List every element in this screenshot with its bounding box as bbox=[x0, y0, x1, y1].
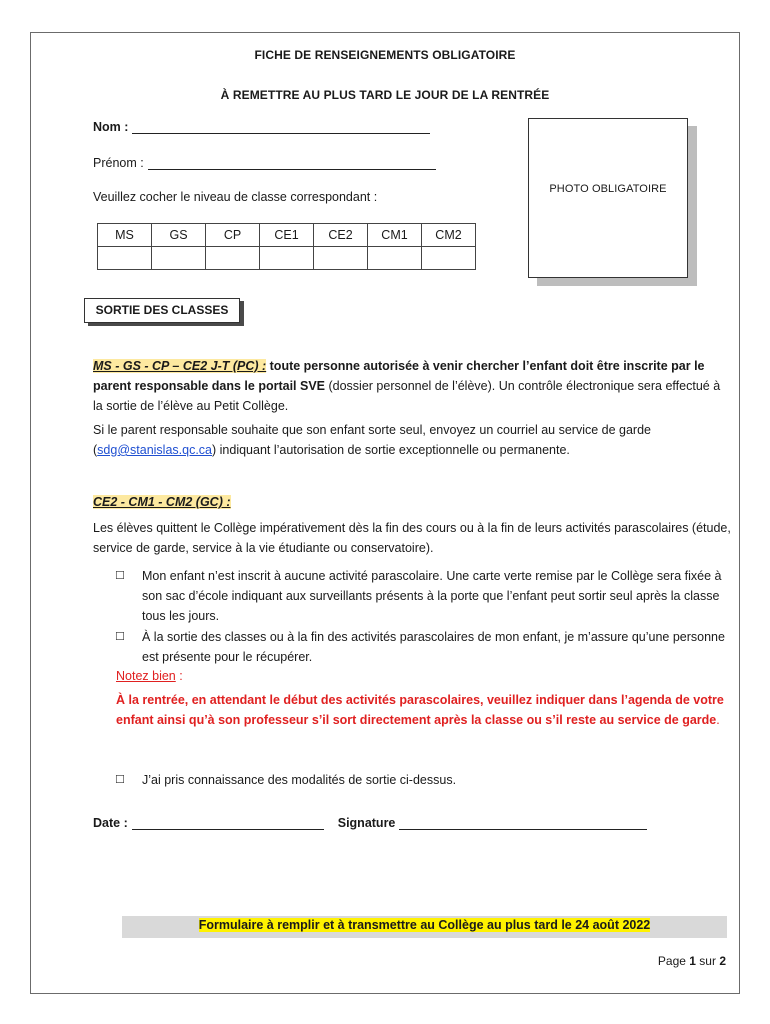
section2-intro: Les élèves quittent le Collège impérativement dès la fin des cours ou à la fin de leurs activités parascolaires (étude, service de garde, service à la vie étudiante ou conservatoire). bbox=[93, 521, 731, 555]
footer-band bbox=[122, 916, 727, 938]
page-total: 2 bbox=[719, 954, 726, 968]
signature-label: Signature bbox=[337, 816, 396, 830]
level-cm2: CM2 bbox=[422, 224, 476, 247]
page-current: 1 bbox=[689, 954, 696, 968]
level-check-cp[interactable] bbox=[206, 247, 260, 270]
notez-bien-colon: : bbox=[175, 669, 183, 683]
level-cp: CP bbox=[206, 224, 260, 247]
page-of: sur bbox=[699, 954, 716, 968]
notez-bien-body: À la rentrée, en attendant le début des activités parascolaires, veuillez indiquer dans l’agenda de votre enfant ainsi qu’à son professeur s’il sort directement après la classe ou s’il reste au service de garde bbox=[116, 693, 724, 727]
section1-label: MS - GS - CP – CE2 J-T (PC) : bbox=[93, 359, 267, 373]
prenom-field[interactable] bbox=[148, 156, 436, 170]
acknowledge-item bbox=[115, 770, 730, 790]
prenom-row bbox=[93, 156, 436, 170]
level-ce1: CE1 bbox=[260, 224, 314, 247]
sortie-heading: SORTIE DES CLASSES bbox=[84, 298, 240, 323]
level-check-row bbox=[98, 247, 476, 270]
checkbox-icon[interactable]: ☐ bbox=[115, 570, 125, 582]
option-pickup bbox=[115, 627, 730, 667]
checkbox-icon[interactable]: ☐ bbox=[115, 631, 125, 643]
photo-label: PHOTO OBLIGATOIRE bbox=[549, 183, 667, 195]
email-link[interactable]: sdg@stanislas.qc.ca bbox=[97, 443, 212, 457]
date-label: Date : bbox=[93, 816, 128, 830]
level-instruction: Veuillez cocher le niveau de classe correspondant : bbox=[93, 190, 378, 204]
level-ms: MS bbox=[98, 224, 152, 247]
section2-label: CE2 - CM1 - CM2 (GC) : bbox=[93, 495, 231, 509]
level-table bbox=[97, 223, 476, 270]
form-subtitle: À REMETTRE AU PLUS TARD LE JOUR DE LA RENTRÉE bbox=[220, 88, 550, 102]
page-word: Page bbox=[657, 954, 686, 968]
level-check-cm1[interactable] bbox=[368, 247, 422, 270]
date-field[interactable] bbox=[132, 816, 324, 830]
section1-bold-text: toute personne autorisée à venir chercher l’enfant doit être inscrite par le parent responsable dans le portail SVE bbox=[93, 359, 705, 393]
option-no-activity-text: Mon enfant n’est inscrit à aucune activité parascolaire. Une carte verte remise par le Collège sera fixée à son sac d’école indiquant aux surveillants présents à la porte que l’enfant peut sortir seul après la classe tous les jours. bbox=[142, 569, 722, 623]
nom-label: Nom : bbox=[93, 120, 129, 134]
signature-row bbox=[93, 816, 647, 830]
level-header-row bbox=[98, 224, 476, 247]
page-number bbox=[658, 954, 726, 968]
level-ce2: CE2 bbox=[314, 224, 368, 247]
section1-rest-text: (dossier personnel de l’élève). Un contrôle électronique sera effectué à la sortie de l’élève au Petit Collège. bbox=[93, 379, 721, 413]
notez-bien-period: . bbox=[716, 713, 720, 727]
footer-note: Formulaire à remplir et à transmettre au Collège au plus tard le 24 août 2022 bbox=[198, 918, 651, 932]
section1-paragraph2 bbox=[93, 420, 733, 460]
checkbox-icon[interactable]: ☐ bbox=[115, 774, 125, 786]
level-cm1: CM1 bbox=[368, 224, 422, 247]
footer-note-wrap bbox=[122, 918, 727, 932]
section1-paragraph bbox=[93, 356, 733, 416]
notez-bien-label: Notez bien bbox=[116, 669, 176, 683]
nom-field[interactable] bbox=[132, 120, 430, 134]
option-pickup-text: À la sortie des classes ou à la fin des activités parascolaires de mon enfant, je m’assure qu’une personne est présente pour le récupérer. bbox=[142, 630, 725, 664]
prenom-label: Prénom : bbox=[93, 156, 144, 170]
option-no-activity bbox=[115, 566, 730, 626]
section2-heading-row bbox=[93, 492, 733, 512]
level-check-gs[interactable] bbox=[152, 247, 206, 270]
section1-para2-before: Si le parent responsable souhaite que son enfant sorte seul, envoyez un courriel au service de garde ( bbox=[93, 423, 651, 457]
level-gs: GS bbox=[152, 224, 206, 247]
notez-bien-text bbox=[116, 690, 731, 730]
signature-field[interactable] bbox=[399, 816, 647, 830]
form-title: FICHE DE RENSEIGNEMENTS OBLIGATOIRE bbox=[254, 48, 516, 62]
level-check-ms[interactable] bbox=[98, 247, 152, 270]
notez-bien bbox=[116, 669, 183, 683]
photo-box[interactable] bbox=[528, 118, 688, 278]
section1-para2-after: ) indiquant l’autorisation de sortie exceptionnelle ou permanente. bbox=[212, 443, 570, 457]
level-check-ce2[interactable] bbox=[314, 247, 368, 270]
level-check-cm2[interactable] bbox=[422, 247, 476, 270]
acknowledge-text: J’ai pris connaissance des modalités de sortie ci-dessus. bbox=[142, 773, 457, 787]
nom-row bbox=[93, 120, 430, 134]
level-check-ce1[interactable] bbox=[260, 247, 314, 270]
